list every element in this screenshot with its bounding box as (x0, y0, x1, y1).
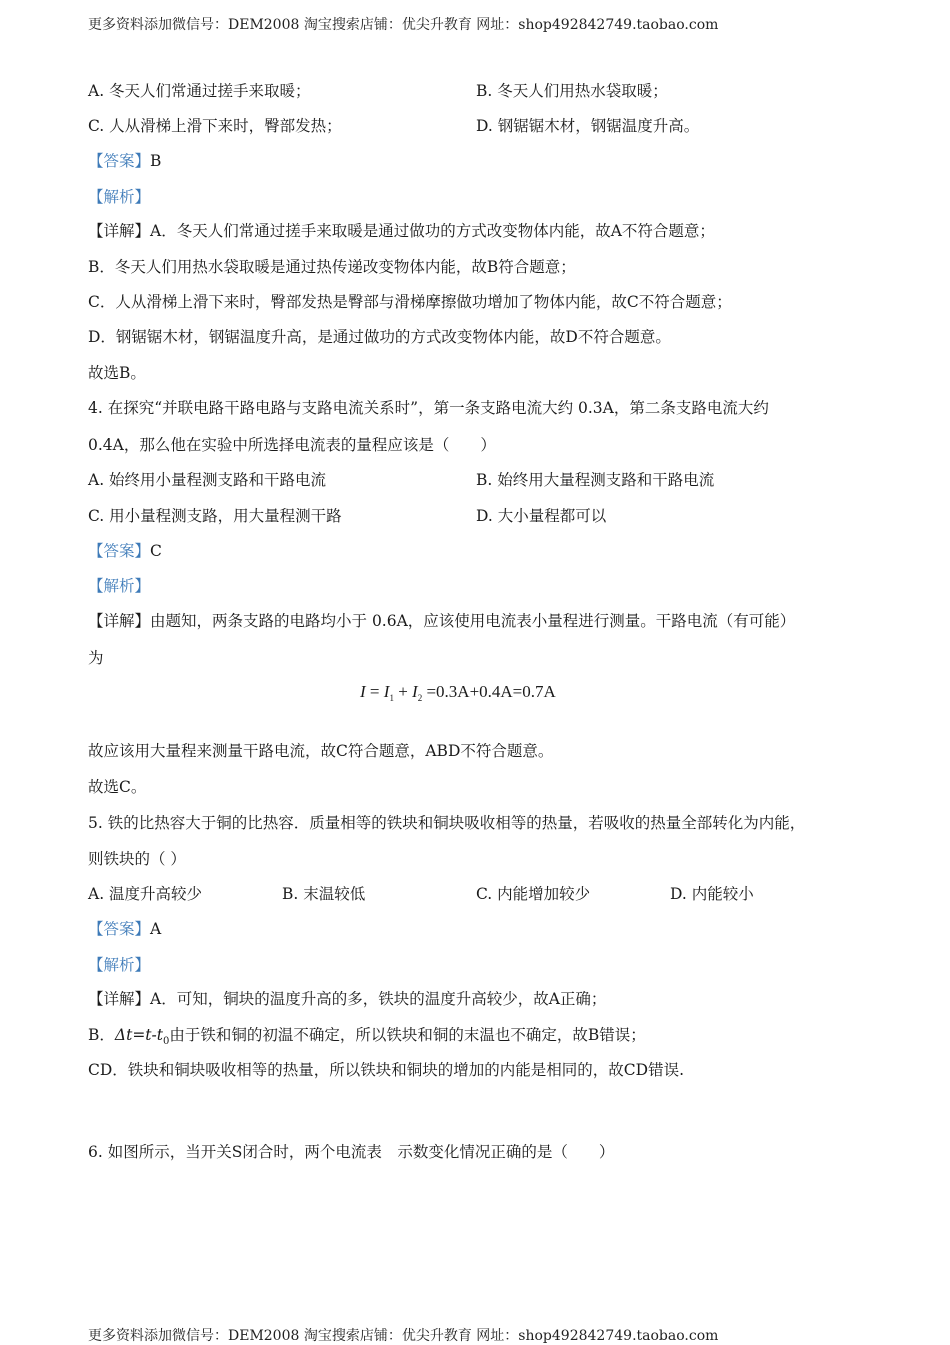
q3-analysis-tag: 【解析】 (88, 188, 151, 206)
answer-tag: 【答案】 (88, 542, 151, 560)
q5-stem-1: 5. 铁的比热容大于铜的比热容．质量相等的铁块和铜块吸收相等的热量，若吸收的热量全部转化为内能， (88, 814, 806, 832)
q4-option-d: D. 大小量程都可以 (476, 507, 607, 525)
q6-stem: 6. 如图所示，当开关S闭合时，两个电流表 示数变化情况正确的是（ ） (88, 1143, 615, 1161)
detail-text: 由于铁和铜的初温不确定，所以铁块和铜的末温也不确定，故B错误； (169, 1026, 646, 1044)
q4-stem-2: 0.4A，那么他在实验中所选择电流表的量程应该是（ ） (88, 436, 496, 454)
q5-detail-3: CD．铁块和铜块吸收相等的热量，所以铁块和铜块的增加的内能是相同的，故CD错误. (88, 1061, 685, 1079)
q4-stem-1: 4. 在探究“并联电路干路电路与支路电流关系时”，第一条支路电流大约 0.3A，第二条支路电流大约 (88, 399, 769, 417)
formula-result: =0.3A+0.4A=0.7A (422, 682, 556, 701)
q5-detail-1 (88, 988, 606, 1010)
formula-i2: I (412, 682, 418, 701)
q3-option-c: C. 人从滑梯上滑下来时，臀部发热； (88, 117, 342, 135)
formula-i1: I (383, 682, 390, 701)
q5-option-c: C. 内能增加较少 (476, 885, 591, 903)
current-formula (360, 682, 556, 703)
q4-option-b: B. 始终用大量程测支路和干路电流 (476, 471, 715, 489)
q4-detail-1 (88, 610, 795, 632)
q3-detail-2: B．冬天人们用热水袋取暖是通过热传递改变物体内能，故B符合题意； (88, 258, 576, 276)
q3-option-b: B. 冬天人们用热水袋取暖； (476, 82, 668, 100)
q5-stem-2: 则铁块的（ ） (88, 850, 186, 868)
q4-conclusion: 故选C。 (88, 778, 147, 796)
q4-answer (88, 540, 162, 562)
answer-tag: 【答案】 (88, 920, 151, 938)
formula-sub-2: 2 (417, 693, 423, 703)
q5-option-b: B. 末温较低 (282, 885, 366, 903)
formula-plus: + (393, 682, 413, 701)
q5-detail-2 (88, 1024, 646, 1053)
detail-text: 由题知，两条支路的电路均小于 0.6A，应该使用电流表小量程进行测量。干路电流（有可能） (150, 612, 796, 630)
answer-value: C (150, 542, 162, 560)
detail-tag: 【详解】 (88, 612, 151, 630)
q4-option-a: A. 始终用小量程测支路和干路电流 (88, 471, 327, 489)
q3-detail-1 (88, 220, 715, 242)
q5-option-d: D. 内能较小 (670, 885, 754, 903)
q4-detail-2: 为 (88, 649, 104, 667)
answer-value: B (150, 152, 162, 170)
q4-analysis-tag: 【解析】 (88, 577, 151, 595)
page-header: 更多资料添加微信号：DEM2008 淘宝搜索店铺：优尖升教育 网址：shop492842749.taobao.com (88, 17, 719, 33)
answer-tag: 【答案】 (88, 152, 151, 170)
q5-analysis-tag: 【解析】 (88, 956, 151, 974)
detail-tag: 【详解】 (88, 222, 151, 240)
q5-answer (88, 918, 161, 940)
q3-option-d: D. 钢锯锯木材，钢锯温度升高。 (476, 117, 700, 135)
q3-conclusion: 故选B。 (88, 364, 146, 382)
detail-tag: 【详解】 (88, 990, 151, 1008)
detail-text: A．冬天人们常通过搓手来取暖是通过做功的方式改变物体内能，故A不符合题意； (150, 222, 715, 240)
q4-detail-3: 故应该用大量程来测量干路电流，故C符合题意，ABD不符合题意。 (88, 742, 554, 760)
formula-sub-1: 1 (389, 693, 394, 703)
detail-text: A．可知，铜块的温度升高的多，铁块的温度升高较少，故A正确； (150, 990, 607, 1008)
formula-i: I (360, 682, 366, 701)
answer-value: A (150, 920, 162, 938)
formula-equals: = (365, 682, 380, 701)
detail-prefix: B． (88, 1026, 115, 1044)
q3-answer (88, 150, 161, 172)
formula-subscript: 0 (163, 1036, 170, 1048)
q3-detail-3: C．人从滑梯上滑下来时，臀部发热是臀部与滑梯摩擦做功增加了物体内能，故C不符合题意； (88, 293, 732, 311)
q3-detail-4: D．钢锯锯木材，钢锯温度升高，是通过做功的方式改变物体内能，故D不符合题意。 (88, 328, 671, 346)
q4-option-c: C. 用小量程测支路，用大量程测干路 (88, 507, 342, 525)
delta-t-formula: Δt=t-t (114, 1026, 163, 1044)
q3-option-a: A. 冬天人们常通过搓手来取暖； (88, 82, 311, 100)
q5-option-a: A. 温度升高较少 (88, 885, 203, 903)
page-footer: 更多资料添加微信号：DEM2008 淘宝搜索店铺：优尖升教育 网址：shop492842749.taobao.com (88, 1328, 719, 1344)
